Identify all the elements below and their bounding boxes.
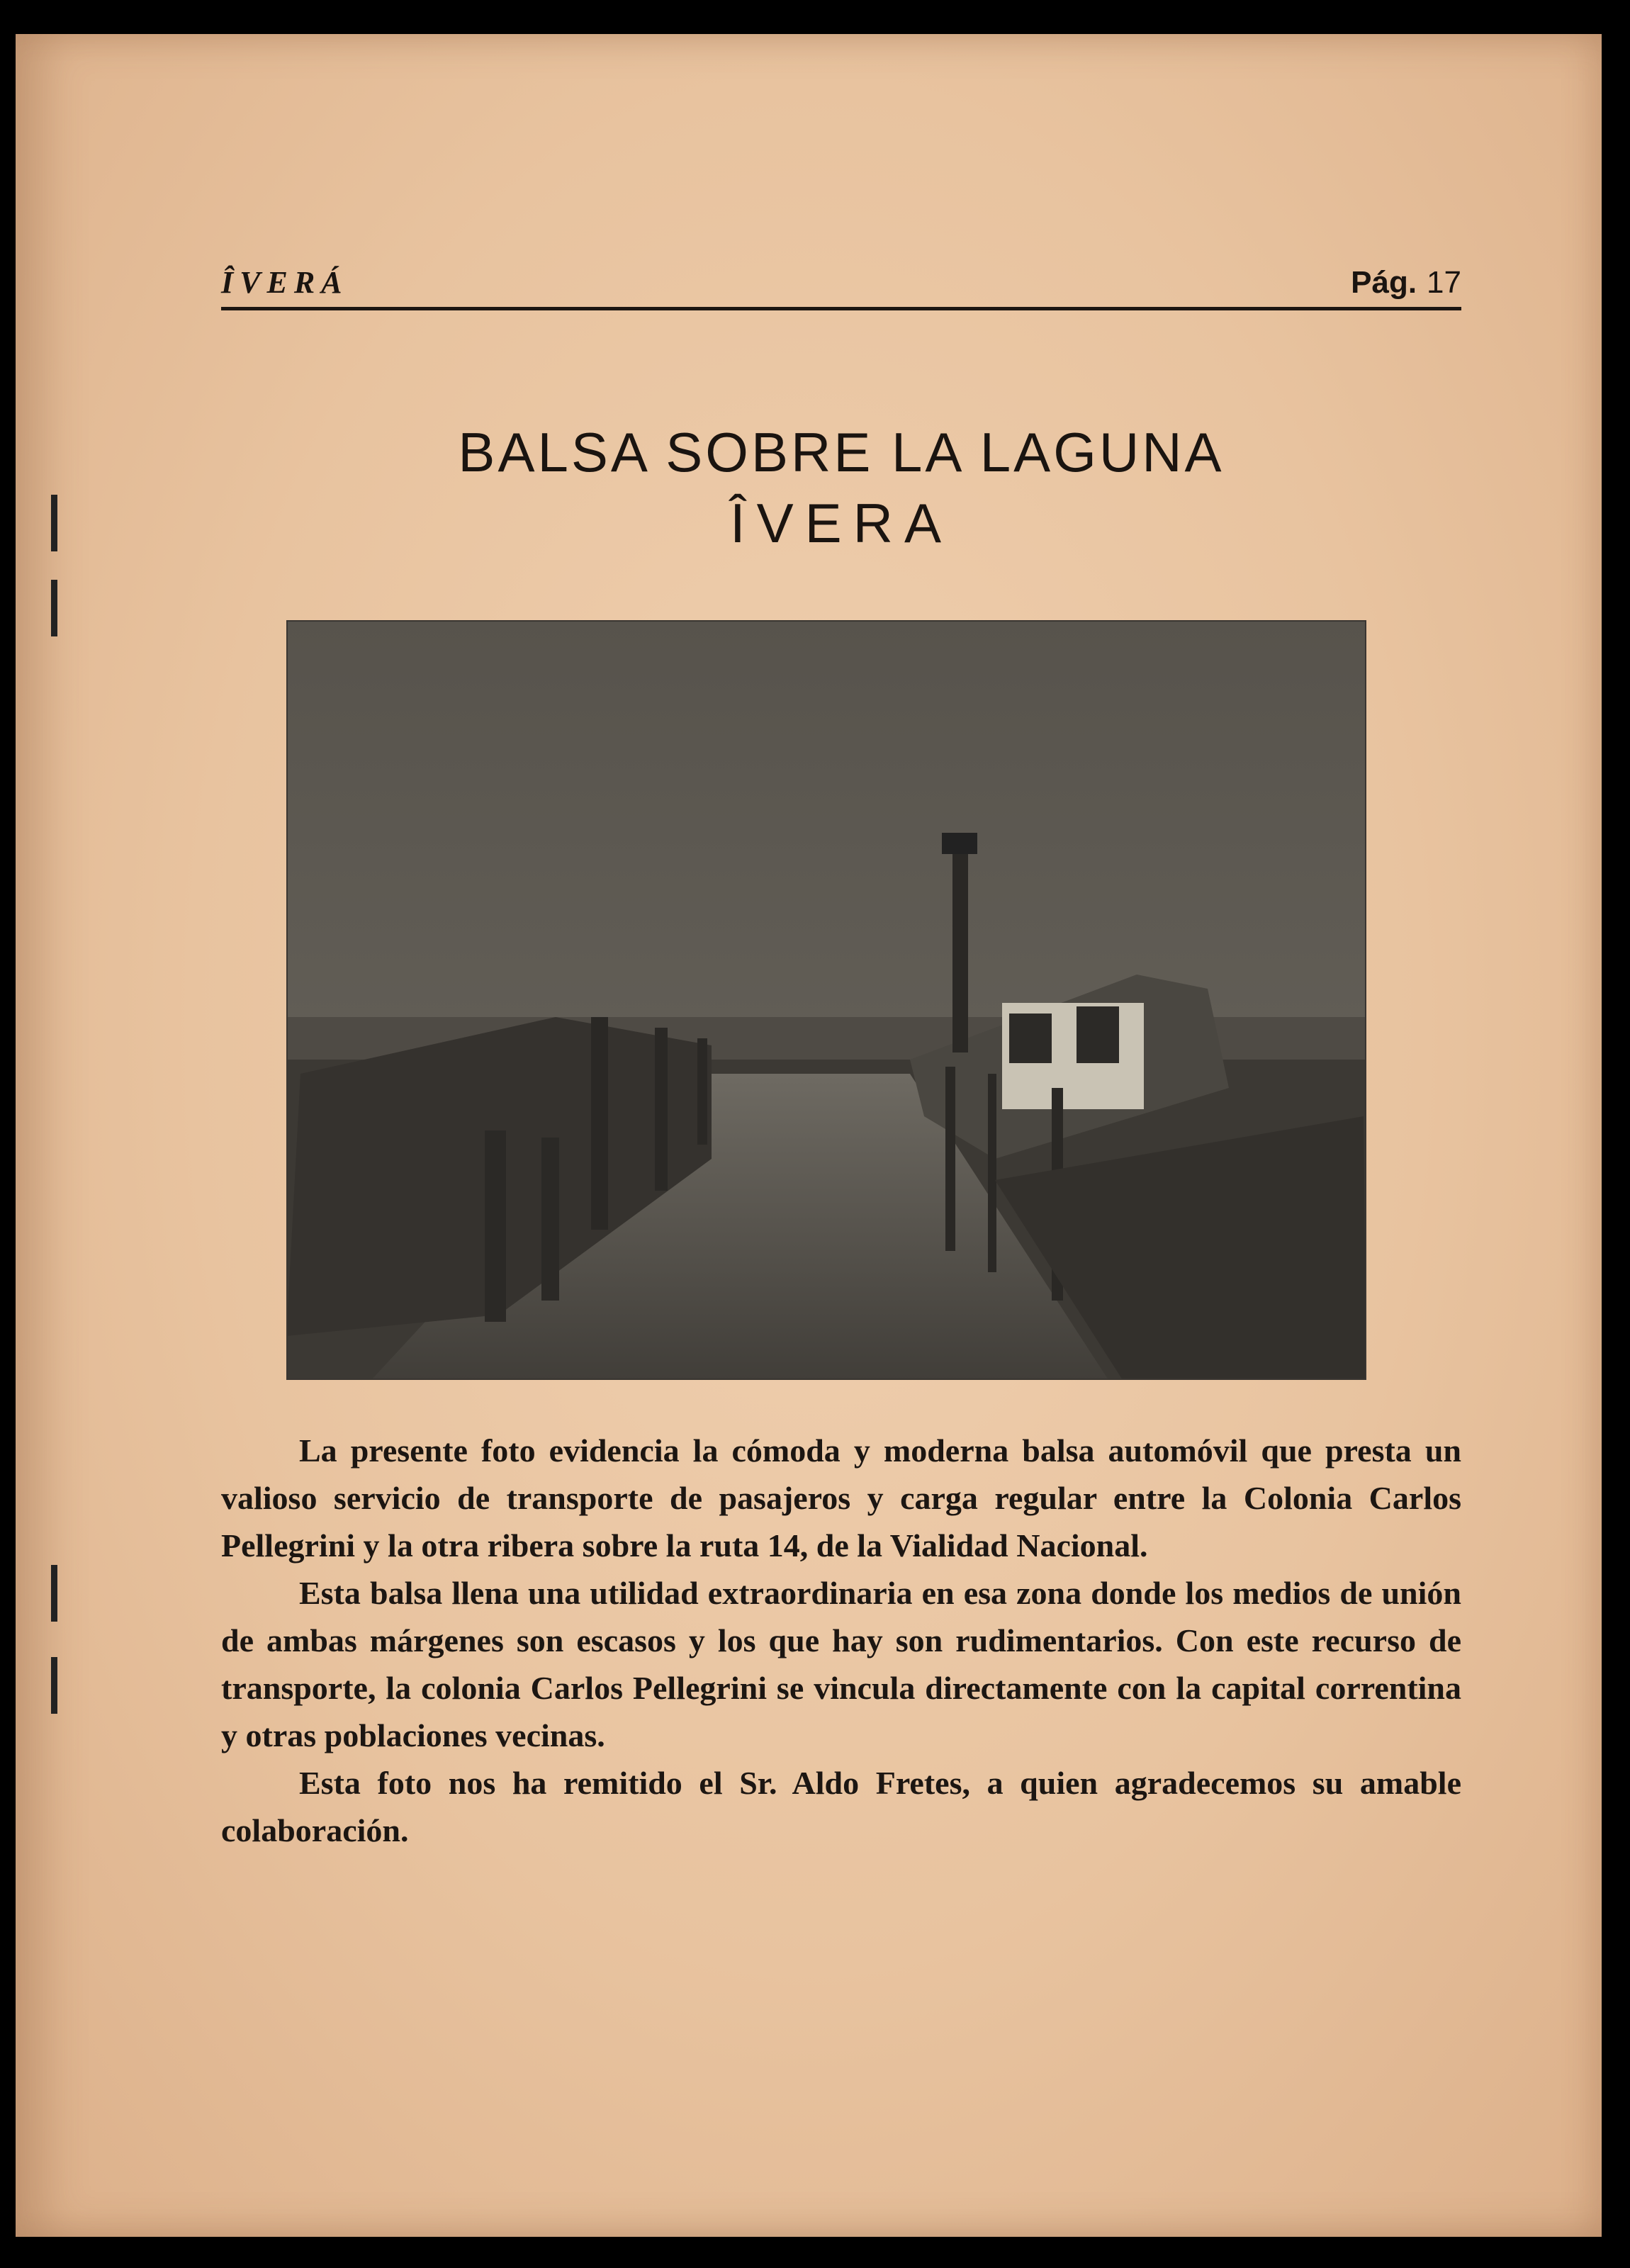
page-number-value: 17 xyxy=(1427,265,1461,300)
page-header xyxy=(221,225,1461,310)
article-body xyxy=(221,1427,1461,1854)
paragraph-3: Esta foto nos ha remitido el Sr. Aldo Fretes, a quien agradecemos su amable colaboración. xyxy=(221,1765,1461,1848)
magazine-page xyxy=(16,34,1602,2237)
paragraph-1: La presente foto evidencia la cómoda y moderna balsa automóvil que presta un valioso servicio de transporte de pasajeros y carga regular entre la Colonia Carlos Pellegrini y la otra ribera sobre la ruta 14, de la Vialidad Nacional. xyxy=(221,1432,1461,1564)
paragraph-2: Esta balsa llena una utilidad extraordinaria en esa zona donde los medios de unión de ambas márgenes son escasos y los que hay son rudimentarios. Con este recurso de transporte, la colonia Carlos Pellegrini se vincula directamente con la capital correntina y otras poblaciones vecinas. xyxy=(221,1575,1461,1753)
ferry-photo xyxy=(286,620,1366,1380)
title-line-1: BALSA SOBRE LA LAGUNA xyxy=(458,421,1225,483)
ferry-photo-illustration xyxy=(286,620,1366,1380)
running-title: ÎVERÁ xyxy=(221,265,349,300)
header-rule xyxy=(221,307,1461,310)
article-title xyxy=(221,417,1461,558)
page-number xyxy=(1351,265,1461,301)
title-line-2: ÎVERA xyxy=(729,492,953,554)
page-label: Pág. xyxy=(1351,265,1417,300)
